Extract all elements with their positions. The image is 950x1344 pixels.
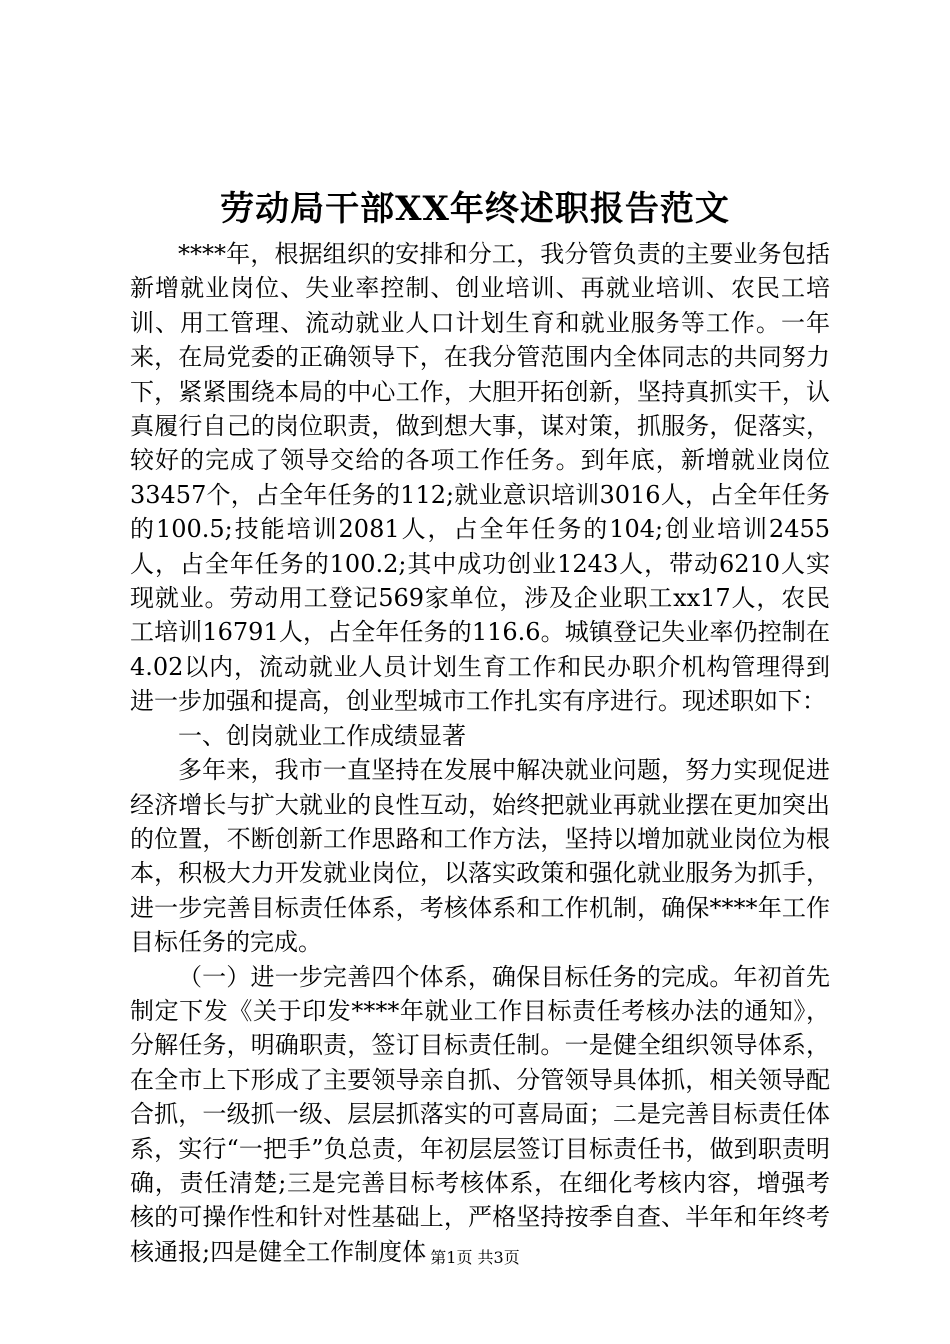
section-paragraph: 多年来，我市一直坚持在发展中解决就业问题，努力实现促进经济增长与扩大就业的良性互动，始终把就业再就业摆在更加突出的位置，不断创新工作思路和工作方法，坚持以增加就业岗位为根本，积极大力开发就业岗位，以落实政策和强化就业服务为抓手，进一步完善目标责任体系，考核体系和工作机制，确保****年工作目标任务的完成。	[130, 756, 830, 957]
document-body	[130, 237, 830, 1269]
page-number: 第1页 共3页	[430, 1248, 520, 1267]
section-heading: 一、创岗就业工作成绩显著	[178, 721, 466, 750]
intro-paragraph: ****年，根据组织的安排和分工，我分管负责的主要业务包括新增就业岗位、失业率控制、创业培训、再就业培训、农民工培训、用工管理、流动就业人口计划生育和就业服务等工作。一年来，在局党委的正确领导下，在我分管范围内全体同志的共同努力下，紧紧围绕本局的中心工作，大胆开拓创新，坚持真抓实干，认真履行自己的岗位职责，做到想大事，谋对策，抓服务，促落实，较好的完成了领导交给的各项工作任务。到年底，新增就业岗位33457个，占全年任务的112;就业意识培训3016人，占全年任务的100.5;技能培训2081人，占全年任务的104;创业培训2455人，占全年任务的100.2;其中成功创业1243人，带动6210人实现就业。劳动用工登记569家单位，涉及企业职工xx17人，农民工培训16791人，占全年任务的116.6。城镇登记失业率仍控制在4.02以内，流动就业人员计划生育工作和民办职介机构管理得到进一步加强和提高，创业型城市工作扎实有序进行。现述职如下：	[130, 240, 830, 716]
document-title: 劳动局干部XX年终述职报告范文	[220, 189, 730, 229]
subsection-paragraph: （一）进一步完善四个体系，确保目标任务的完成。年初首先制定下发《关于印发****年就业工作目标责任考核办法的通知》，分解任务，明确职责，签订目标责任制。一是健全组织领导体系，在全市上下形成了主要领导亲自抓、分管领导具体抓，相关领导配合抓，一级抓一级、层层抓落实的可喜局面；二是完善目标责任体系，实行“一把手”负总责，年初层层签订目标责任书，做到职责明确，责任清楚;三是完善目标考核体系，在细化考核内容，增强考核的可操作性和针对性基础上，严格坚持按季自查、半年和年终考核通报;四是健全工作制度体	[130, 962, 830, 1266]
